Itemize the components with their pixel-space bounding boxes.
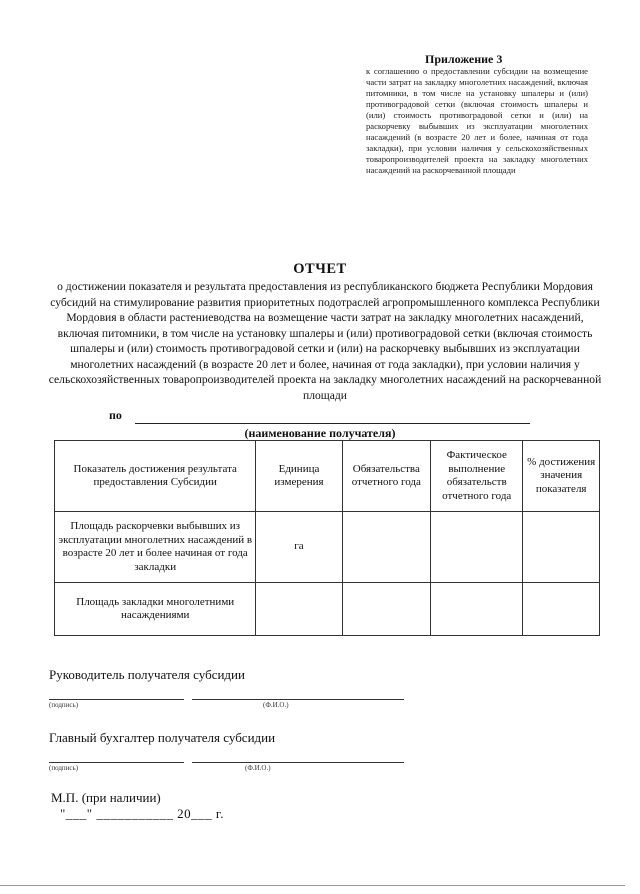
header-obligation: Обязательства отчетного года bbox=[342, 441, 431, 512]
head-signature-caption: (подпись) bbox=[49, 701, 79, 709]
cell-obligation[interactable] bbox=[342, 583, 431, 636]
header-unit: Единица измерения bbox=[256, 441, 342, 512]
cell-indicator: Площадь раскорчевки выбывших из эксплуатации многолетних насаждений в возрасте 20 лет и более начиная от года закладки bbox=[55, 512, 256, 583]
accountant-signature-line[interactable] bbox=[49, 762, 184, 763]
footer-divider bbox=[0, 885, 625, 886]
accountant-role-label: Главный бухгалтер получателя субсидии bbox=[49, 730, 276, 745]
header-indicator: Показатель достижения результата предоставления Субсидии bbox=[55, 441, 256, 512]
head-name-line[interactable] bbox=[192, 699, 404, 700]
indicator-table bbox=[54, 440, 600, 636]
cell-unit: га bbox=[256, 512, 342, 583]
table-row bbox=[55, 583, 600, 636]
report-title: ОТЧЕТ bbox=[293, 261, 347, 277]
cell-percent[interactable] bbox=[523, 583, 600, 636]
appendix-title: Приложение 3 bbox=[425, 52, 503, 66]
cell-indicator: Площадь закладки многолетними насаждениями bbox=[55, 583, 256, 636]
cell-obligation[interactable] bbox=[342, 512, 431, 583]
cell-actual[interactable] bbox=[431, 512, 523, 583]
stamp-label: М.П. (при наличии) bbox=[51, 790, 161, 805]
recipient-name-line[interactable] bbox=[135, 423, 530, 424]
cell-actual[interactable] bbox=[431, 583, 523, 636]
table-row bbox=[55, 512, 600, 583]
header-actual: Фактическое выполнение обязательств отчетного года bbox=[431, 441, 523, 512]
accountant-name-caption: (Ф.И.О.) bbox=[245, 764, 271, 772]
recipient-caption: (наименование получателя) bbox=[244, 426, 396, 440]
date-line[interactable]: "___" ___________ 20___ г. bbox=[60, 806, 224, 821]
cell-unit[interactable] bbox=[256, 583, 342, 636]
accountant-signature-caption: (подпись) bbox=[49, 764, 79, 772]
head-signature-line[interactable] bbox=[49, 699, 184, 700]
head-name-caption: (Ф.И.О.) bbox=[263, 701, 289, 709]
appendix-text: к соглашению о предоставлении субсидии на возмещение части затрат на закладку многолетних насаждений, включая питомники, в том числе на установку шпалеры и (или) противоградовой сетки (включая стоимость шпалеры и (или) стоимость противоградовой сетки и (или) на раскорчевку выбывших из эксплуатации многолетних насаждений (в возрасте 20 лет и более, начиная от года закладки), при условии наличия у сельскохозяйственных товаропроизводителей проекта на закладку многолетних насаждений на раскорчеванной площади bbox=[366, 66, 588, 175]
head-role-label: Руководитель получателя субсидии bbox=[49, 667, 245, 682]
report-description: о достижении показателя и результата предоставления из республиканского бюджета Республики Мордовия субсидий на стимулирование развития приоритетных подотраслей агропромышленного комплекса Республики Мордовия в области растениеводства на возмещение части затрат на закладку многолетних насаждений, включая питомники, в том числе на установку шпалеры и (или) противоградовой сетки (включая стоимость шпалеры и (или) стоимость противоградовой сетки и (или) на раскорчевку выбывших из эксплуатации многолетних насаждений (в возрасте 20 лет и более, начиная от года закладки), при условии наличия у сельскохозяйственных товаропроизводителей проекта на закладку многолетних насаждений на раскорчеванной площади bbox=[48, 280, 602, 402]
header-percent: % достижения значения показателя bbox=[523, 441, 600, 512]
accountant-name-line[interactable] bbox=[192, 762, 404, 763]
cell-percent[interactable] bbox=[523, 512, 600, 583]
recipient-prefix: по bbox=[109, 408, 122, 422]
table-header-row bbox=[55, 441, 600, 512]
